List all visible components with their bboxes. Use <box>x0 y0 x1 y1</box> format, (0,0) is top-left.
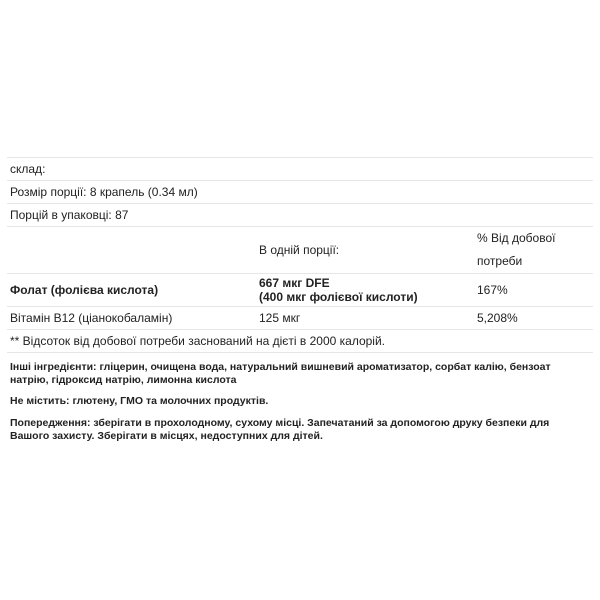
nutrient-amount <box>256 274 474 307</box>
header-daily-value-line2: потреби <box>477 254 523 268</box>
serving-size-row <box>7 181 593 204</box>
nutrient-amount-line1: 667 мкг DFE <box>259 276 330 290</box>
header-per-serving: В одній порції: <box>256 227 474 274</box>
facts-title: склад: <box>7 158 593 181</box>
servings-per-container-row <box>7 204 593 227</box>
other-ingredients: Інші інгредієнти: гліцерин, очищена вода, натуральний вишневий ароматизатор, сорбат калію, бензоат натрію, гідроксид натрію, лимонна кислота <box>10 361 551 386</box>
footnote: ** Відсоток від добової потреби заснований на дієті в 2000 калорій. <box>7 330 593 353</box>
header-empty <box>7 227 256 274</box>
nutrient-row-folate <box>7 274 593 307</box>
nutrient-daily-value: 5,208% <box>474 307 593 330</box>
header-daily-value-line1: % Від добової <box>477 231 556 245</box>
nutrient-amount-line2: (400 мкг фолієвої кислоти) <box>259 290 418 304</box>
nutrient-amount: 125 мкг <box>256 307 474 330</box>
nutrient-row-b12 <box>7 307 593 330</box>
servings-per-container: Порцій в упаковці: 87 <box>7 204 593 227</box>
free-of-statement: Не містить: глютену, ГМО та молочних продуктів. <box>10 395 269 407</box>
warning-statement: Попередження: зберігати в прохолодному, сухому місці. Запечатаний за допомогою друку безпеки для Вашого захисту. Зберігати в місцях, недоступних для дітей. <box>10 417 550 442</box>
table-header-row <box>7 227 593 274</box>
facts-title-row <box>7 158 593 181</box>
nutrient-name: Вітамін B12 (ціанокобаламін) <box>7 307 256 330</box>
footnote-row <box>7 330 593 353</box>
nutrient-daily-value: 167% <box>474 274 593 307</box>
serving-size: Розмір порції: 8 крапель (0.34 мл) <box>7 181 593 204</box>
nutrient-name: Фолат (фолієва кислота) <box>7 274 256 307</box>
supplement-facts-table <box>7 157 593 353</box>
header-daily-value <box>474 227 593 274</box>
